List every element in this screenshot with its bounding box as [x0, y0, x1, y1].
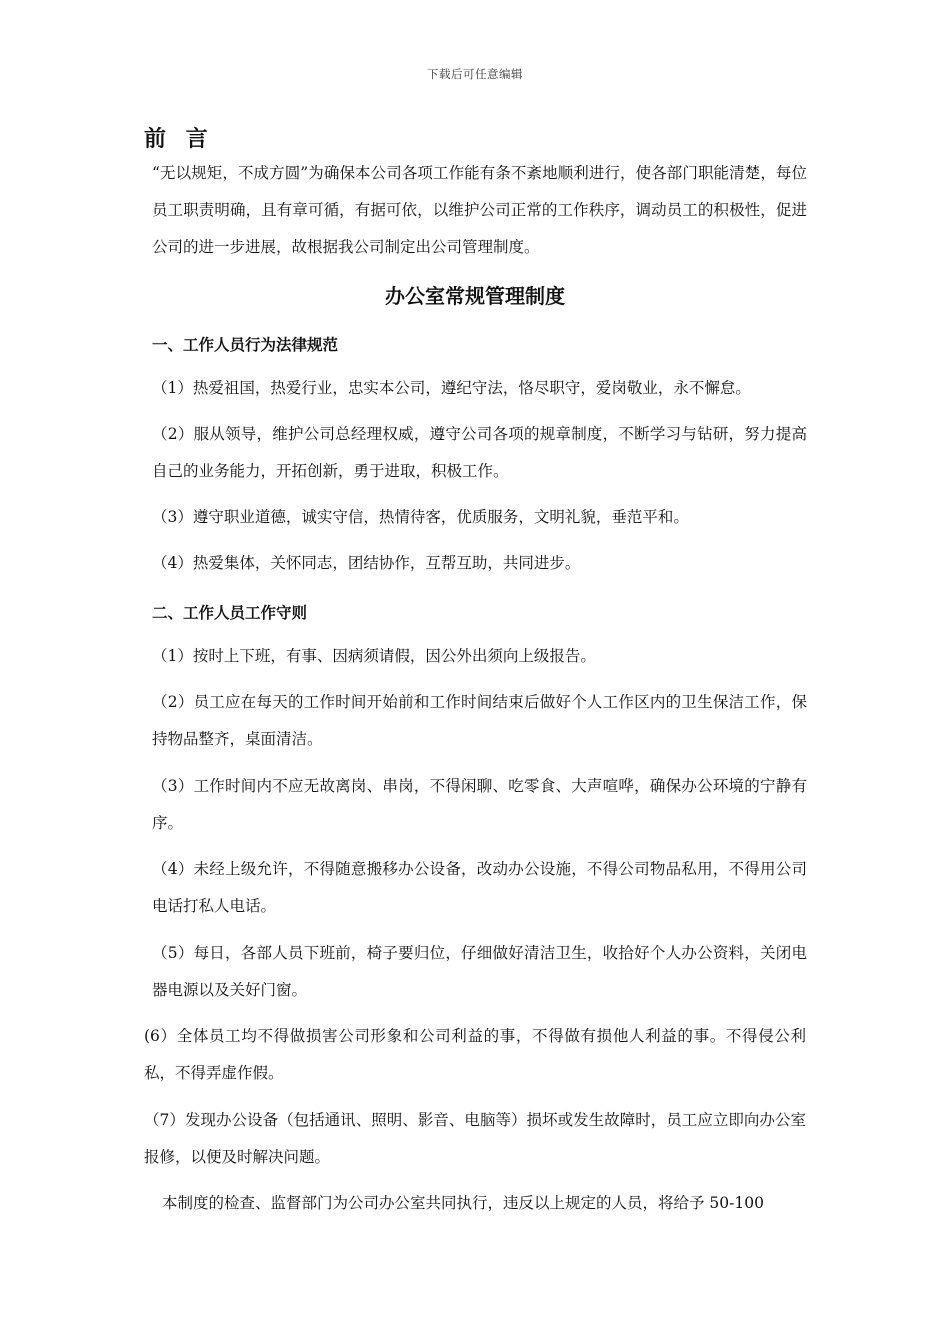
list-item: （4）未经上级允许，不得随意搬移办公设备，改动办公设施，不得公司物品私用，不得用公司电话打私人电话。 [152, 860, 807, 915]
document-title: 办公室常规管理制度 [385, 284, 565, 308]
list-item: （3）遵守职业道德，诚实守信，热情待客，优质服务，文明礼貌，垂范平和。 [152, 508, 689, 526]
list-item: （4）热爱集体，关怀同志，团结协作，互帮互助，共同进步。 [152, 554, 581, 572]
list-item: （1）按时上下班，有事、因病须请假，因公外出须向上级报告。 [152, 647, 596, 665]
page-header: 下载后可任意编辑 [427, 67, 523, 81]
list-item: (6）全体员工均不得做损害公司形象和公司利益的事，不得做有损他人利益的事。不得侵公利私，不得弄虚作假。 [144, 1027, 806, 1082]
list-item: （7）发现办公设备（包括通讯、照明、影音、电脑等）损坏或发生故障时，员工应立即向办公室报修，以便及时解决问题。 [144, 1111, 806, 1166]
section-heading-rules: 二、工作人员工作守则 [152, 603, 308, 622]
list-item: （3）工作时间内不应无故离岗、串岗，不得闲聊、吃零食、大声喧哗，确保办公环境的宁静有序。 [152, 777, 807, 832]
list-item: （2）服从领导，维护公司总经理权威，遵守公司各项的规章制度，不断学习与钻研，努力提高自己的业务能力，开拓创新，勇于进取，积极工作。 [152, 425, 807, 480]
preface-paragraph: “无以规矩，不成方圆”为确保本公司各项工作能有条不紊地顺利进行，使各部门职能清楚，每位员工职责明确，且有章可循，有据可依，以维护公司正常的工作秩序，调动员工的积极性，促进公司的进一步进展，故根据我公司制定出公司管理制度。 [152, 164, 807, 256]
list-item: （1）热爱祖国，热爱行业，忠实本公司，遵纪守法，恪尽职守，爱岗敬业，永不懈怠。 [152, 379, 751, 397]
list-item: （2）员工应在每天的工作时间开始前和工作时间结束后做好个人工作区内的卫生保洁工作，保持物品整齐，桌面清洁。 [152, 693, 807, 748]
closing-paragraph: 本制度的检查、监督部门为公司办公室共同执行，违反以上规定的人员，将给予 50-100 [162, 1194, 764, 1212]
section-heading-conduct: 一、工作人员行为法律规范 [152, 335, 339, 354]
preface-heading: 前 言 [144, 126, 214, 152]
list-item: （5）每日，各部人员下班前，椅子要归位，仔细做好清洁卫生，收拾好个人办公资料，关闭电器电源以及关好门窗。 [152, 944, 807, 999]
